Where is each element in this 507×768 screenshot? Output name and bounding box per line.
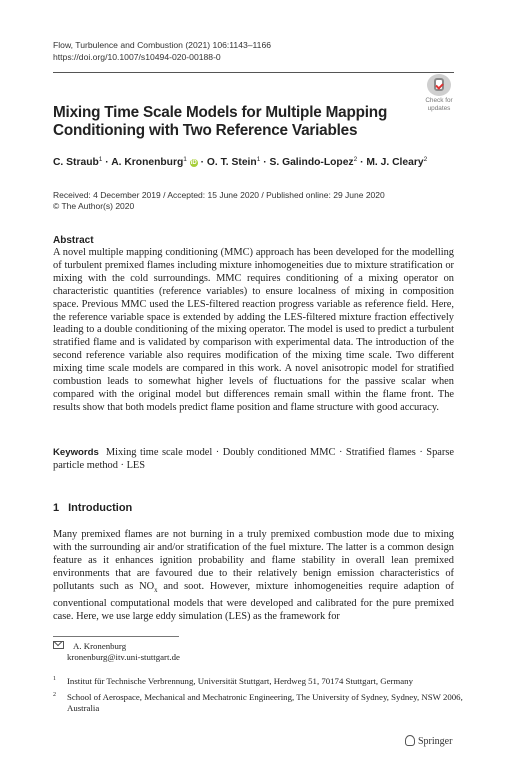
author-name: C. Straub [53, 157, 99, 168]
keywords-block [53, 447, 454, 473]
paper-title: Mixing Time Scale Models for Multiple Mapping Conditioning with Two Reference Variables [53, 104, 388, 139]
author-affiliation-mark: 1 [98, 156, 103, 163]
affiliation-text: Institut für Technische Verbrennung, Universität Stuttgart, Herdweg 51, 70174 Stuttgart, Germany [67, 676, 413, 686]
corresponding-author: A. Kronenburg [73, 641, 127, 651]
section-number: 1 [53, 502, 60, 514]
check-updates-label-1: Check for [425, 97, 453, 104]
orcid-icon[interactable]: iD [190, 160, 197, 166]
author-affiliation-mark: 1 [183, 156, 187, 163]
intro-text-part-1: Many premixed flames are not burning in a truly premixed combustion mode due to mixing with the surrounding air and/or stratification of the fuel mixture. The latter is a common design feature as it enhances ignition probability and flame stability in overall lean premixed environments that are favoured due to their relatively benign emission characteristics of pollutants such as NO [53, 529, 454, 592]
affiliation-1 [53, 676, 463, 687]
author-separator: · [197, 157, 207, 168]
correspondence-block [53, 641, 180, 663]
author-name: M. J. Cleary [366, 157, 424, 168]
author-list [53, 156, 463, 168]
check-updates-label-2: updates [427, 105, 451, 112]
header-rule [53, 72, 454, 73]
author-affiliation-mark: 1 [256, 156, 261, 163]
corresponding-email[interactable]: kronenburg@itv.uni-stuttgart.de [67, 652, 180, 662]
envelope-icon [53, 641, 64, 649]
publisher-logo [405, 735, 452, 747]
doi-link[interactable]: https://doi.org/10.1007/s10494-020-00188-0 [53, 51, 221, 62]
author-affiliation-mark: 2 [423, 156, 428, 163]
springer-horse-icon [405, 735, 415, 746]
keywords-label: Keywords [53, 447, 99, 458]
publication-dates [53, 190, 385, 211]
author-name: S. Galindo-Lopez [269, 157, 354, 168]
section-heading-introduction [53, 502, 132, 514]
affiliation-text: School of Aerospace, Mechanical and Mechatronic Engineering, The University of Sydney, Sydney, NSW 2006, Australia [67, 692, 463, 713]
introduction-text [53, 529, 454, 623]
author-affiliation-mark: 2 [353, 156, 358, 163]
keywords-text: Mixing time scale model · Doubly conditioned MMC · Stratified flames · Sparse particle method · LES [53, 447, 454, 471]
history-dates: Received: 4 December 2019 / Accepted: 15 June 2020 / Published online: 29 June 2020 [53, 190, 385, 200]
journal-citation: Flow, Turbulence and Combustion (2021) 106:1143–1166 [53, 40, 272, 50]
check-for-updates-badge[interactable] [423, 74, 455, 112]
check-updates-icon [427, 74, 451, 96]
affiliation-number: 2 [53, 692, 56, 698]
publisher-name: Springer [418, 736, 453, 747]
footnote-rule [53, 636, 179, 637]
abstract-text: A novel multiple mapping conditioning (MMC) approach has been developed for the modelling of turbulent premixed flames including mixture inhomogeneities due to mixture stratification or mixing with the cold surroundings. MMC requires conditioning of a mixing operator on characteristic quantities (reference variables) to ensure localness of mixing in composition space. Previous MMC used the LES-filtered reaction progress variable as reference field. Here, the reference variable space is extended by adding the LES-filtered mixture fraction effectively leading to a double conditioning of the mixing operator. The model is used to predict a turbulent stratified flame and is validated by comparison with experimental data. The introduction of the second reference variable also requires modification of the mixing time scale. Two different mixing time scale models are compared in this work. A novel anisotropic model for stratified combustion leads to somewhat higher levels of fluctuations for the passive scalar when compared with the original model but differences remain small within the flame front. The results show that both models predict flame position and flame structure with good accuracy. [53, 247, 454, 413]
author-name: A. Kronenburg [111, 157, 184, 168]
author-separator: · [102, 157, 112, 168]
author-name: O. T. Stein [206, 157, 257, 168]
copyright-line: © The Author(s) 2020 [53, 200, 135, 211]
author-separator: · [260, 157, 270, 168]
section-title: Introduction [68, 502, 133, 514]
affiliation-number: 1 [53, 676, 56, 682]
author-separator: · [357, 157, 367, 168]
affiliation-2 [53, 692, 463, 714]
journal-header [53, 40, 271, 63]
abstract-heading: Abstract [53, 235, 94, 246]
intro-subscript: x [154, 586, 158, 594]
intro-text-part-2: and soot. However, mixture inhomogeneities require adaption of conventional computational models that were developed and calibrated for the pure premixed case. Here, we use large eddy simulation (LES) as the framework for [53, 580, 454, 622]
